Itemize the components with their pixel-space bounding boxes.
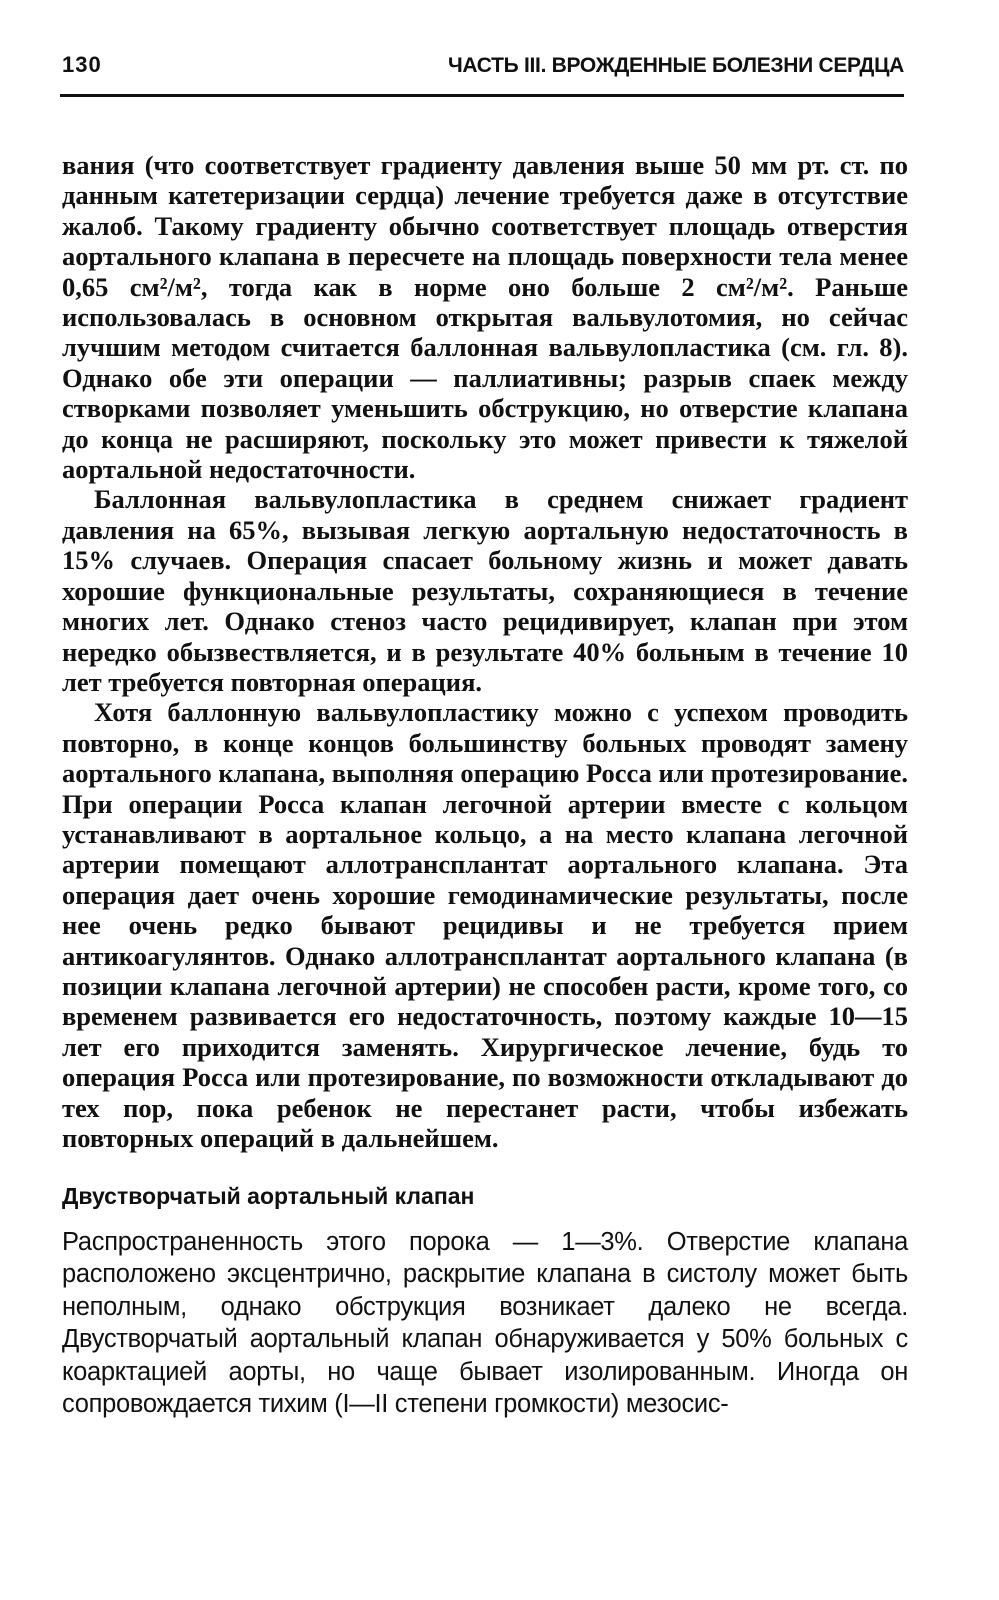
- page-header: [60, 48, 904, 88]
- section-heading: Двустворчатый аортальный клапан: [62, 1183, 475, 1210]
- page-number: 130: [62, 52, 102, 77]
- section-paragraph: Распространенность этого порока — 1—3%. Отверстие клапана расположено эксцентрично, раскрытие клапана в систолу может быть неполным, однако обструкция возникает далеко не всегда. Двустворчатый аортальный клапан обнаруживается у 50% больных с коарктацией аорты, но чаще бывает изолированным. Иногда он сопровождается тихим (I—II степени громкости) мезосис-: [62, 1227, 908, 1419]
- page-body: [62, 150, 908, 1421]
- running-head: ЧАСТЬ III. ВРОЖДЕННЫЕ БОЛЕЗНИ СЕРДЦА: [447, 54, 904, 77]
- paragraph-2: Баллонная вальвулопластика в среднем снижает градиент давления на 65%, вызывая легкую аортальную недостаточность в 15% случаев. Операция спасает больному жизнь и может давать хорошие функциональные результаты, сохраняющиеся в течение многих лет. Однако стеноз часто рецидивирует, клапан при этом нередко обызвествляется, и в результате 40% больным в течение 10 лет требуется повторная операция.: [62, 484, 908, 697]
- paragraph-1: вания (что соответствует градиенту давления выше 50 мм рт. ст. по данным катетеризации сердца) лечение требуется даже в отсутствие жалоб. Такому градиенту обычно соответствует площадь отверстия аортального клапана в пересчете на площадь поверхности тела менее 0,65 см²/м², тогда как в норме оно больше 2 см²/м². Раньше использовалась в основном открытая вальвулотомия, но сейчас лучшим методом считается баллонная вальвулопластика (см. гл. 8). Однако обе эти операции — паллиативны; разрыв спаек между створками позволяет уменьшить обструкцию, но отверстие клапана до конца не расширяют, поскольку это может привести к тяжелой аортальной недостаточности.: [62, 150, 908, 485]
- paragraph-3: Хотя баллонную вальвулопластику можно с успехом проводить повторно, в конце концов большинству больных проводят замену аортального клапана, выполняя операцию Росса или протезирование. При операции Росса клапан легочной артерии вместе с кольцом устанавливают в аортальное кольцо, а на место клапана легочной артерии помещают аллотрансплантат аортального клапана. Эта операция дает очень хорошие гемодинамические результаты, после нее очень редко бывают рецидивы и не требуется прием антикоагулянтов. Однако аллотрансплантат аортального клапана (в позиции клапана легочной артерии) не способен расти, кроме того, со временем развивается его недостаточность, поэтому каждые 10—15 лет его приходится заменять. Хирургическое лечение, будь то операция Росса или протезирование, по возможности откладывают до тех пор, пока ребенок не перестанет расти, чтобы избежать повторных операций в дальнейшем.: [62, 697, 908, 1153]
- header-rule: [60, 94, 904, 97]
